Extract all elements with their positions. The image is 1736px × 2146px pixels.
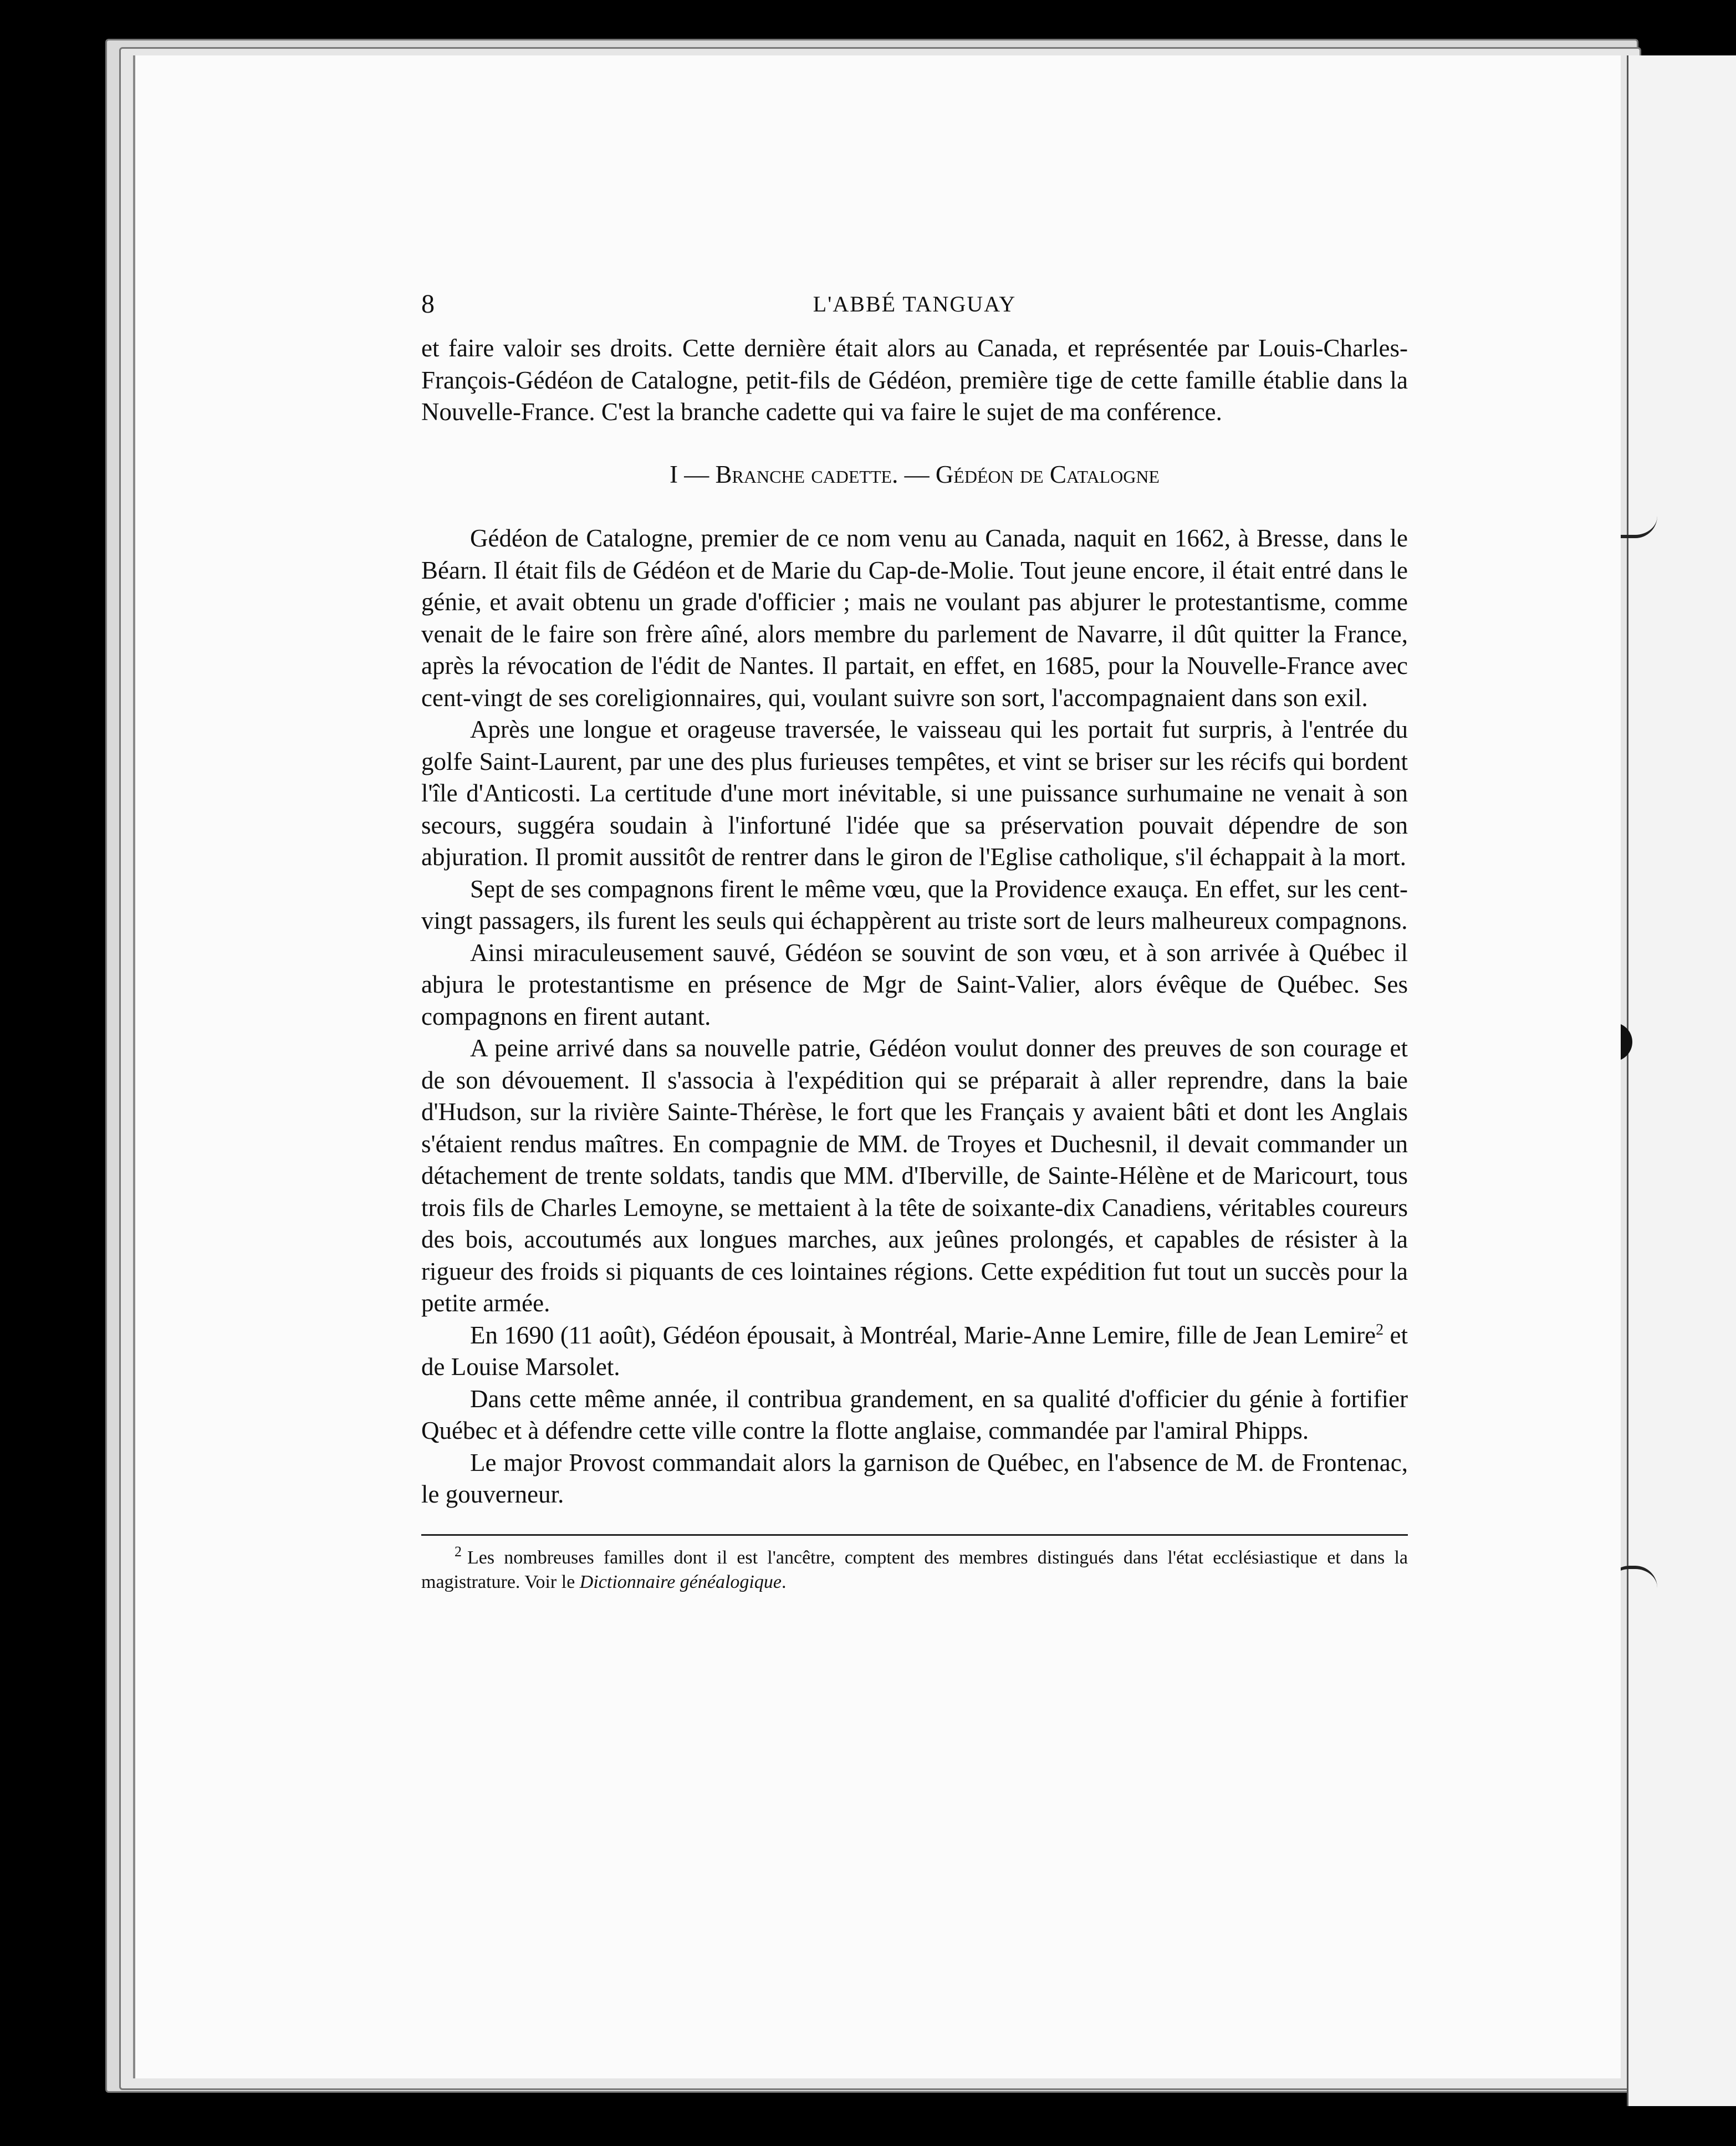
paragraph: Gédéon de Catalogne, premier de ce nom venu au Canada, naquit en 1662, à Bresse, dans le Béarn. Il était fils de Gédéon et de Marie du Cap-de-Molie. Tout jeune encore, il était entré dans le génie, et avait obtenu un grade d'officier ; mais ne voulant pas abjurer le protestantisme, comme venait de le faire son frère aîné, alors membre du parlement de Navarre, il dût quitter la France, après la révocation de l'édit de Nantes. Il partait, en effet, en 1685, pour la Nouvelle-France avec cent-vingt de ses coreligionnaires, qui, voulant suivre son sort, l'accompagnaient dans son exil.: [421, 524, 1408, 712]
paragraph: Sept de ses compagnons firent le même vœu, que la Providence exauça. En effet, sur les cent-vingt passagers, ils furent les seuls qui échappèrent au triste sort de leurs malheureux compagnons.: [421, 875, 1408, 934]
adjacent-page-edge: [1627, 55, 1736, 2106]
paragraph: Après une longue et orageuse traversée, le vaisseau qui les portait fut surpris, à l'entrée du golfe Saint-Laurent, par une des plus furieuses tempêtes, et vint se briser sur les récifs qui bordent l'île d'Anticosti. La certitude d'une mort inévitable, si une puissance surhumaine ne venait à son secours, suggéra soudain à l'infortuné l'idée que sa préservation pouvait dépendre de son abjuration. Il promit aussitôt de rentrer dans le giron de l'Eglise catholique, s'il échappait à la mort.: [421, 716, 1408, 871]
paragraph: et faire valoir ses droits. Cette dernière était alors au Canada, et représentée par Louis-Charles-François-Gédéon de Catalogne, petit-fils de Gédéon, première tige de cette famille établie dans la Nouvelle-France. C'est la branche cadette qui va faire le sujet de ma conférence.: [421, 334, 1408, 426]
section-heading: I — Branche cadette. — Gédéon de Catalogne: [670, 460, 1160, 488]
page-number: 8: [421, 289, 435, 319]
paragraph: A peine arrivé dans sa nouvelle patrie, Gédéon voulut donner des preuves de son courage et de son dévouement. Il s'associa à l'expédition qui se préparait à aller reprendre, dans la baie d'Hudson, sur la rivière Sainte-Thérèse, le fort que les Français y avaient bâti et dont les Anglais s'étaient rendus maîtres. En compagnie de MM. de Troyes et Duchesnil, il devait commander un détachement de trente soldats, tandis que MM. d'Iberville, de Sainte-Hélène et de Maricourt, tous trois fils de Charles Lemoyne, se mettaient à la tête de soixante-dix Canadiens, véritables coureurs des bois, accoutumés aux longues marches, aux jeûnes prolongés, et capables de résister à la rigueur des froids si piquants de ces lointaines régions. Cette expédition fut tout un succès pour la petite armée.: [421, 1034, 1408, 1317]
paragraph: Ainsi miraculeusement sauvé, Gédéon se souvint de son vœu, et à son arrivée à Québec il abjura le protestantisme en présence de Mgr de Saint-Valier, alors évêque de Québec. Ses compagnons en firent autant.: [421, 938, 1408, 1030]
running-header: [421, 288, 1408, 333]
footnote-number: 2: [455, 1544, 462, 1560]
paragraph: Le major Provost commandait alors la garnison de Québec, en l'absence de M. de Frontenac, le gouverneur.: [421, 1448, 1408, 1508]
footnote-text: Les nombreuses familles dont il est l'ancêtre, comptent des membres distingués dans l'état ecclésiastique et dans la magistrature. Voir le: [421, 1547, 1408, 1592]
footnote-reference: 2: [1376, 1321, 1384, 1338]
footnote-divider: [421, 1534, 1408, 1536]
footnote-italic-title: Dictionnaire généalogique: [579, 1571, 782, 1592]
paragraph: Dans cette même année, il contribua grandement, en sa qualité d'officier du génie à fortifier Québec et à défendre cette ville contre la flotte anglaise, commandée par l'amiral Phipps.: [421, 1384, 1408, 1444]
footnote-end: .: [781, 1571, 787, 1592]
running-title: L'ABBÉ TANGUAY: [813, 292, 1017, 316]
paragraph-text: et de Louise Marsolet.: [421, 1321, 1408, 1381]
page-content: [421, 288, 1408, 1595]
paragraph-text: En 1690 (11 août), Gédéon épousait, à Montréal, Marie-Anne Lemire, fille de Jean Lemire: [470, 1321, 1376, 1349]
footnote: [421, 1546, 1408, 1595]
paragraph: [421, 1320, 1408, 1383]
